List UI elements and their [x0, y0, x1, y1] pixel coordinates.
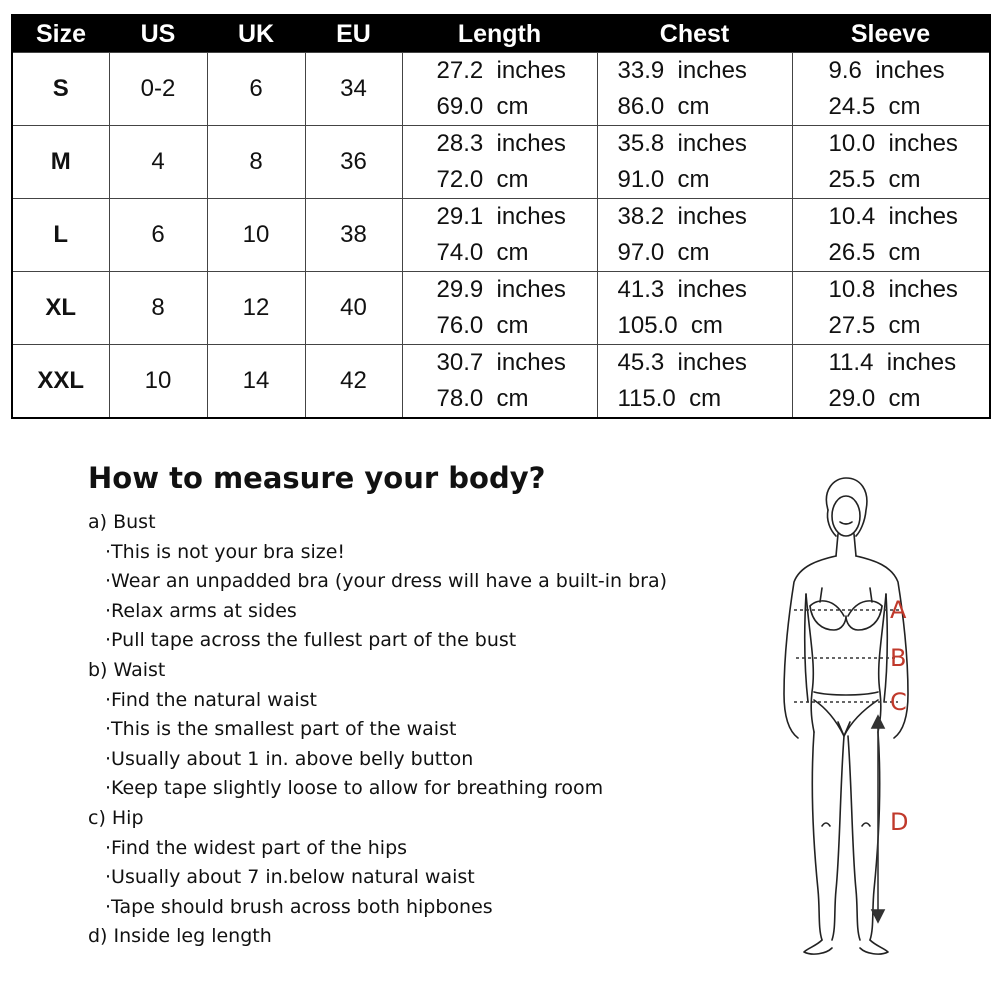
- length-cm: 69.0 cm: [436, 93, 529, 120]
- length-cm: 74.0 cm: [436, 239, 529, 266]
- eu-cell: 38: [305, 199, 402, 272]
- label-a: A: [890, 596, 907, 624]
- guide-tip: ·Pull tape across the fullest part of the bust: [105, 629, 517, 652]
- guide-list: [88, 508, 728, 952]
- size-cell: XL: [12, 272, 109, 345]
- chest-inches: 38.2 inches: [617, 203, 747, 230]
- chest-cm: 91.0 cm: [617, 166, 710, 193]
- sleeve-inches: 9.6 inches: [828, 57, 945, 84]
- label-c: C: [890, 688, 907, 716]
- sleeve-cell: [792, 272, 990, 345]
- size-cell: L: [12, 199, 109, 272]
- uk-cell: 10: [207, 199, 305, 272]
- table-row: [12, 345, 990, 419]
- sleeve-inches: 10.0 inches: [828, 130, 958, 157]
- guide-tip: ·This is the smallest part of the waist: [105, 718, 457, 741]
- guide-tip: ·This is not your bra size!: [105, 540, 346, 563]
- sleeve-cell: [792, 199, 990, 272]
- uk-cell: 6: [207, 53, 305, 126]
- header-eu: EU: [305, 15, 402, 53]
- sleeve-cell: [792, 53, 990, 126]
- length-cell: [402, 126, 597, 199]
- chest-cell: [597, 199, 792, 272]
- sleeve-inches: 10.4 inches: [828, 203, 958, 230]
- sleeve-cm: 25.5 cm: [828, 166, 921, 193]
- table-row: [12, 272, 990, 345]
- guide-tip: ·Relax arms at sides: [105, 599, 297, 622]
- us-cell: 4: [109, 126, 207, 199]
- table-row: [12, 53, 990, 126]
- length-cm: 72.0 cm: [436, 166, 529, 193]
- chest-inches: 35.8 inches: [617, 130, 747, 157]
- guide-tip: ·Usually about 7 in.below natural waist: [105, 866, 475, 889]
- table-row: [12, 126, 990, 199]
- header-chest: Chest: [597, 15, 792, 53]
- uk-cell: 8: [207, 126, 305, 199]
- guide-tip: ·Usually about 1 in. above belly button: [105, 747, 474, 770]
- guide-heading-hip: c) Hip: [88, 806, 144, 829]
- eu-cell: 34: [305, 53, 402, 126]
- guide-tip: ·Find the widest part of the hips: [105, 836, 408, 859]
- chest-cell: [597, 53, 792, 126]
- size-cell: S: [12, 53, 109, 126]
- body-outline-icon: [760, 470, 960, 970]
- header-length: Length: [402, 15, 597, 53]
- eu-cell: 40: [305, 272, 402, 345]
- chest-cm: 105.0 cm: [617, 312, 723, 339]
- table-row: [12, 199, 990, 272]
- length-inches: 30.7 inches: [436, 349, 566, 376]
- length-inches: 29.9 inches: [436, 276, 566, 303]
- chest-inches: 41.3 inches: [617, 276, 747, 303]
- length-cell: [402, 53, 597, 126]
- sleeve-cell: [792, 345, 990, 419]
- guide-tip: ·Keep tape slightly loose to allow for breathing room: [105, 777, 604, 800]
- chest-inches: 45.3 inches: [617, 349, 747, 376]
- length-cell: [402, 199, 597, 272]
- guide-heading-bust: a) Bust: [88, 511, 156, 533]
- eu-cell: 42: [305, 345, 402, 419]
- guide-title: How to measure your body?: [88, 461, 546, 495]
- sleeve-cm: 26.5 cm: [828, 239, 921, 266]
- length-cm: 78.0 cm: [436, 385, 529, 412]
- label-b: B: [890, 644, 907, 672]
- measure-guide: [88, 458, 728, 952]
- sleeve-cm: 24.5 cm: [828, 93, 921, 120]
- guide-tip: ·Tape should brush across both hipbones: [105, 895, 493, 918]
- chest-inches: 33.9 inches: [617, 57, 747, 84]
- size-cell: M: [12, 126, 109, 199]
- sleeve-cm: 29.0 cm: [828, 385, 921, 412]
- chest-cell: [597, 126, 792, 199]
- us-cell: 0-2: [109, 53, 207, 126]
- sleeve-cm: 27.5 cm: [828, 312, 921, 339]
- sleeve-inches: 10.8 inches: [828, 276, 958, 303]
- uk-cell: 12: [207, 272, 305, 345]
- size-cell: XXL: [12, 345, 109, 419]
- guide-tip: ·Find the natural waist: [105, 688, 317, 711]
- chest-cm: 86.0 cm: [617, 93, 710, 120]
- body-measurement-figure: [760, 470, 960, 970]
- sleeve-cell: [792, 126, 990, 199]
- length-cell: [402, 272, 597, 345]
- sleeve-inches: 11.4 inches: [828, 349, 957, 376]
- length-cm: 76.0 cm: [436, 312, 529, 339]
- chest-cell: [597, 345, 792, 419]
- chest-cm: 97.0 cm: [617, 239, 710, 266]
- header-sleeve: Sleeve: [792, 15, 990, 53]
- length-inches: 27.2 inches: [436, 57, 566, 84]
- table-header-row: [12, 15, 990, 53]
- chest-cm: 115.0 cm: [617, 385, 722, 412]
- uk-cell: 14: [207, 345, 305, 419]
- us-cell: 10: [109, 345, 207, 419]
- header-us: US: [109, 15, 207, 53]
- length-inches: 28.3 inches: [436, 130, 566, 157]
- header-size: Size: [12, 15, 109, 53]
- length-inches: 29.1 inches: [436, 203, 566, 230]
- guide-heading-inside-leg: d) Inside leg length: [88, 925, 272, 948]
- guide-tip: ·Wear an unpadded bra (your dress will have a built-in bra): [105, 570, 668, 593]
- header-uk: UK: [207, 15, 305, 53]
- eu-cell: 36: [305, 126, 402, 199]
- size-chart-table: [11, 14, 991, 419]
- length-cell: [402, 345, 597, 419]
- us-cell: 8: [109, 272, 207, 345]
- us-cell: 6: [109, 199, 207, 272]
- guide-heading-waist: b) Waist: [88, 658, 166, 681]
- chest-cell: [597, 272, 792, 345]
- label-d: D: [890, 808, 909, 836]
